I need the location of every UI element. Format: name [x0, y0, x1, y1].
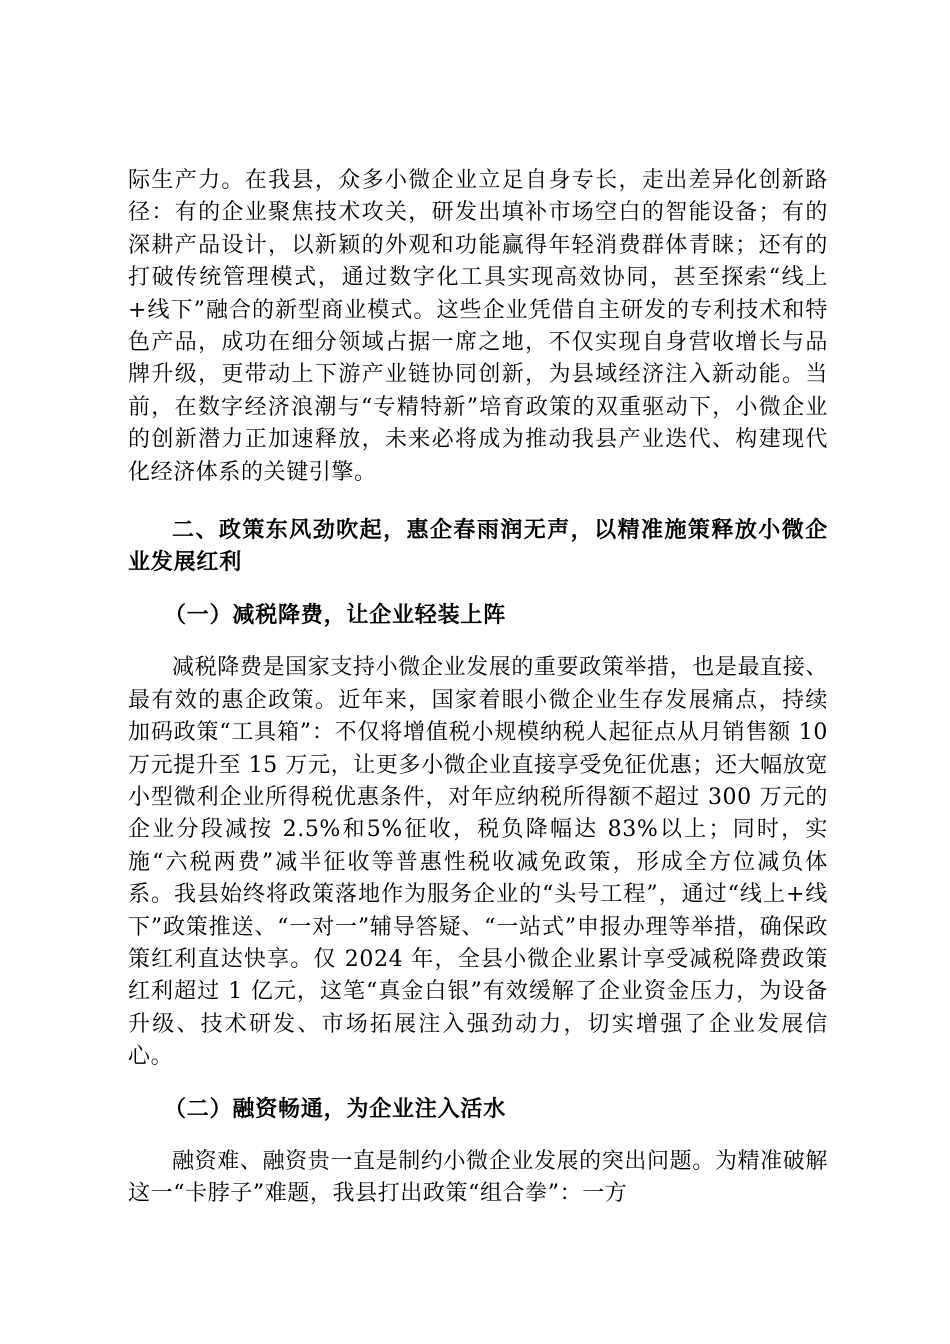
tax-relief-paragraph: 减税降费是国家支持小微企业发展的重要政策举措，也是最直接、最有效的惠企政策。近年来，国家着眼小微企业生存发展痛点，持续加码政策“工具箱”：不仅将增值税小规模纳税人起征点从月销售额 10 万元提升至 15 万元，让更多小微企业直接享受免征优惠；还大幅放宽小型微利企业所得税优惠条件，对年应纳税所得额不超过 300 万元的企业分段减按 2.5%和5%征收，税负降幅达 83%以上；同时，实施“六税两费”减半征收等普惠性税收减免政策，形成全方位减负体系。我县始终将政策落地作为服务企业的“头号工程”，通过“线上+线下”政策推送、“一对一”辅导答疑、“一站式”申报办理等举措，确保政策红利直达快享。仅 2024 年，全县小微企业累计享受减税降费政策红利超过 1 亿元，这笔“真金白银”有效缓解了企业资金压力，为设备升级、技术研发、市场拓展注入强劲动力，切实增强了企业发展信心。	[128, 655, 828, 1070]
section-heading: 二、政策东风劲吹起，惠企春雨润无声，以精准施策释放小微企业发展红利	[128, 518, 828, 576]
spacer	[128, 632, 828, 652]
subsection-heading-financing: （二）融资畅通，为企业注入活水	[164, 1096, 507, 1122]
intro-paragraph: 际生产力。在我县，众多小微企业立足自身专长，走出差异化创新路径：有的企业聚焦技术攻关，研发出填补市场空白的智能设备；有的深耕产品设计，以新颖的外观和功能赢得年轻消费群体青睐；还有的打破传统管理模式，通过数字化工具实现高效协同，甚至探索“线上+线下”融合的新型商业模式。这些企业凭借自主研发的专利技术和特色产品，成功在细分领域占据一席之地，不仅实现自身营收增长与品牌升级，更带动上下游产业链协同创新，为县域经济注入新动能。当前，在数字经济浪潮与“专精特新”培育政策的双重驱动下，小微企业的创新潜力正加速释放，未来必将成为推动我县产业迭代、构建现代化经济体系的关键引擎。	[128, 168, 828, 485]
spacer	[128, 1126, 828, 1146]
spacer	[128, 580, 828, 600]
spacer	[128, 1074, 828, 1094]
document-page	[128, 165, 828, 1211]
subsection-heading-tax: （一）减税降费，让企业轻装上阵	[164, 602, 507, 628]
spacer	[128, 489, 828, 515]
financing-paragraph: 融资难、融资贵一直是制约小微企业发展的突出问题。为精准破解这一“卡脖子”难题，我县打出政策“组合拳”：一方	[128, 1148, 828, 1207]
